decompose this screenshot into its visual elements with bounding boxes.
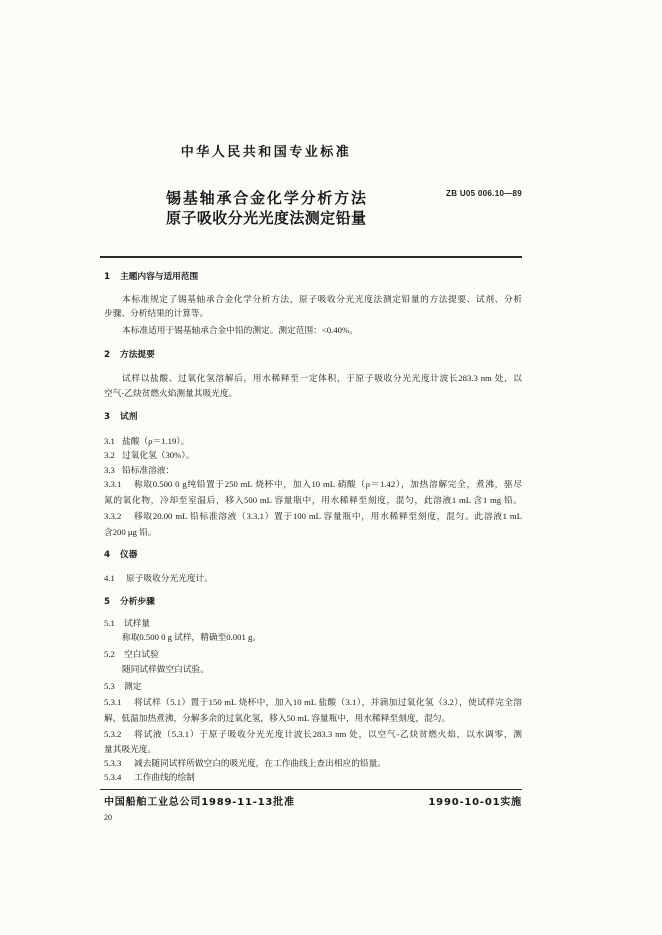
clause-number: 5.3.4 [104,772,122,782]
standard-code: ZB U05 006.10—89 [446,189,522,198]
paragraph-line: 空气-乙炔贫燃火焰测量其吸光度。 [104,388,238,398]
clause-text: 盐酸（ρ＝1.19）。 [122,436,190,446]
clause-text: 含200 μg 铅。 [104,527,157,537]
clause-number: 5.3.2 [104,729,122,739]
paragraph-line: 步骤、分析结果的计算等。 [104,308,209,318]
section-number: 3 [104,412,111,422]
standard-type-heading: 中华人民共和国专业标准 [180,145,352,160]
clause-number: 3.3 [104,465,115,475]
clause-text: 过氧化氢（30%）。 [122,450,195,460]
clause-title: 空白试验 [124,649,159,659]
clause-number: 5.1 [104,618,115,628]
clause-text: 减去随同试样所做空白的吸光度，在工作曲线上查出相应的铅量。 [134,758,386,768]
effective-date: 1990-10-01实施 [428,797,522,808]
clause-number: 5.3 [104,681,115,691]
document-title-line-1: 锡基轴承合金化学分析方法 [166,189,366,207]
clause-title: 试样量 [124,618,151,628]
clause-text: 量其吸光度。 [104,744,157,754]
clause-text: 解，低温加热煮沸，分解多余的过氧化氢，移入50 mL 容量瓶中，用水稀释至刻度，混匀。 [104,713,451,723]
section-title: 仪器 [120,550,138,560]
clause-number: 5.2 [104,649,115,659]
clause-text: 将试样（5.1）置于150 mL 烧杯中，加入10 mL 盐酸（3.1），并滴加过氧化氢（3.2），使试样完全溶 [134,697,522,707]
clause-text: 氮的氧化物，冷却至室温后，移入500 mL 容量瓶中，用水稀释至刻度，混匀，此溶液1 mL 含1 mg 铅。 [104,495,522,505]
document-title-line-2: 原子吸收分光光度法测定铅量 [166,209,366,227]
clause-number: 5.3.1 [104,697,122,707]
clause-title: 测定 [124,681,142,691]
section-number: 2 [104,350,111,360]
clause-text: 移取20.00 mL 铅标准溶液（3.3.1）置于100 mL 容量瓶中，用水稀释至刻度，混匀。此溶液1 mL [134,511,522,521]
paragraph-line: 本标准适用于锡基轴承合金中铅的测定。测定范围：<0.40%。 [122,325,358,335]
clause-text: 称取0.500 0 g 试样，精确至0.001 g。 [122,632,261,642]
clause-number: 3.3.1 [104,479,122,489]
clause-text: 工作曲线的绘制 [134,772,195,782]
clause-text: 将试液（5.3.1）于原子吸收分光光度计波长283.3 nm 处，以空气-乙炔贫燃火焰，以水调零，测 [134,729,522,739]
section-title: 主题内容与适用范围 [120,272,199,282]
clause-number: 4.1 [104,573,115,583]
section-title: 分析步骤 [120,597,155,607]
clause-text: 称取0.500 0 g纯铅置于250 mL 烧杯中，加入10 mL 硝酸（ρ＝1.42），加热溶解完全，煮沸，驱尽 [134,479,522,489]
section-number: 4 [104,550,111,560]
clause-text: 原子吸收分光光度计。 [126,573,213,583]
clause-number: 5.3.3 [104,758,122,768]
page-number: 20 [104,813,112,822]
approval-statement: 中国船舶工业总公司1989-11-13批准 [104,797,295,808]
clause-number: 3.2 [104,450,115,460]
clause-number: 3.3.2 [104,511,122,521]
section-title: 试剂 [120,412,138,422]
section-title: 方法提要 [120,350,155,360]
paragraph-line: 试样以盐酸、过氧化氢溶解后，用水稀释至一定体积，于原子吸收分光光度计波长283.3 nm 处，以 [122,373,522,383]
clause-text: 铅标准溶液： [122,465,175,475]
section-number: 5 [104,597,111,607]
paragraph-line: 本标准规定了锡基轴承合金化学分析方法，原子吸收分光光度法测定铅量的方法提要、试剂、分析 [122,294,522,304]
clause-number: 3.1 [104,436,115,446]
footer-divider [100,789,522,790]
clause-text: 随同试样做空白试验。 [122,664,209,674]
header-divider [100,256,522,258]
section-number: 1 [104,272,111,282]
